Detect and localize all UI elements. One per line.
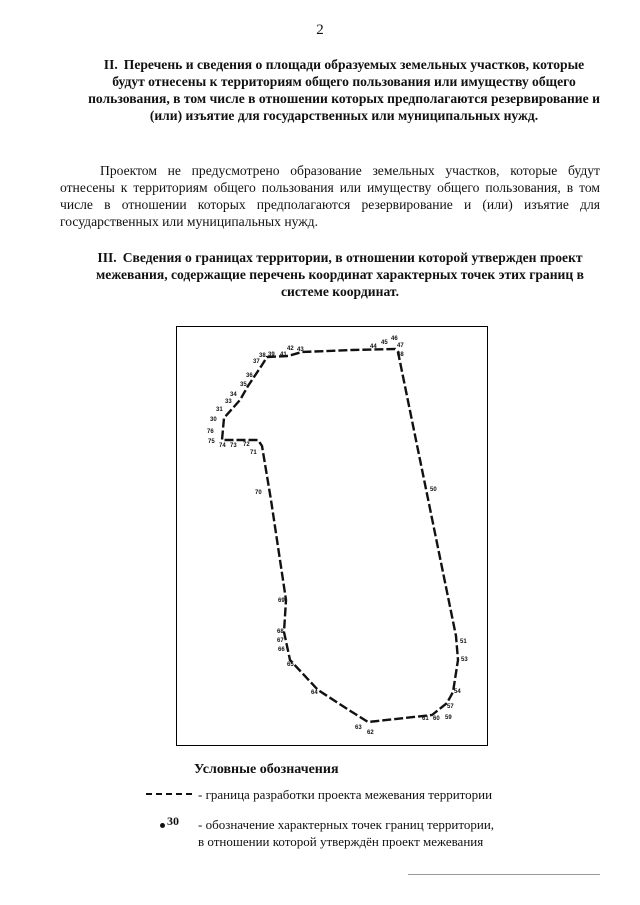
point-label-50: 50 [430, 487, 437, 493]
point-label-62: 62 [367, 730, 374, 736]
point-label-48: 48 [397, 352, 404, 358]
point-label-33: 33 [225, 399, 232, 405]
point-label-69: 69 [278, 598, 285, 604]
point-label-72: 72 [243, 442, 250, 448]
point-label-45: 45 [381, 340, 388, 346]
point-label-42: 42 [287, 346, 294, 352]
page-number: 2 [316, 22, 324, 38]
legend-boundary-symbol [146, 793, 192, 795]
point-label-34: 34 [230, 392, 237, 398]
point-label-37: 37 [253, 359, 260, 365]
point-label-46: 46 [391, 336, 398, 342]
point-label-63: 63 [355, 725, 362, 731]
point-label-61: 61 [422, 716, 429, 722]
point-label-54: 54 [454, 689, 461, 695]
point-label-36: 36 [246, 373, 253, 379]
legend-point-text-line2: в отношении которой утверждён проект межевания [198, 834, 484, 849]
section-2-paragraph: Проектом не предусмотрено образование земельных участков, которые будут отнесены к территориям общего пользования или имуществу общего пользования, в том числе в отношении которых предполагаются резервирование и (или) изъятие для государственных или муниципальных нужд. [60, 163, 600, 229]
legend-point-symbol [160, 823, 165, 828]
point-label-30: 30 [210, 417, 217, 423]
point-label-65: 65 [287, 662, 294, 668]
point-labels [207, 336, 468, 736]
point-label-41: 41 [280, 352, 287, 358]
point-label-60: 60 [433, 716, 440, 722]
point-label-66: 66 [278, 647, 285, 653]
section-2-heading-text: Перечень и сведения о площади образуемых земельных участков, которые будут отнесены к территориям общего пользования или имуществу общего пользования, в том числе в отношении которых предполагаются резервирование и (или) изъятие для государственных или муниципальных нужд. [88, 57, 600, 123]
legend-title: Условные обозначения [194, 762, 339, 777]
point-label-57: 57 [447, 704, 454, 710]
legend-point-label: 30 [167, 814, 179, 828]
point-label-47: 47 [397, 343, 404, 349]
point-label-70: 70 [255, 490, 262, 496]
point-label-43: 43 [297, 347, 304, 353]
legend-point-text-line1: - обозначение характерных точек границ территории, [198, 817, 495, 832]
point-label-59: 59 [445, 715, 452, 721]
point-label-76: 76 [207, 429, 214, 435]
section-3-heading-text: Сведения о границах территории, в отношении которой утвержден проект межевания, содержащие перечень координат характерных точек этих границ в системе координат. [96, 250, 584, 299]
point-label-68: 68 [277, 629, 284, 635]
point-label-75: 75 [208, 439, 215, 445]
section-3-number: III. [97, 250, 117, 265]
point-label-53: 53 [461, 657, 468, 663]
point-label-67: 67 [277, 638, 284, 644]
point-label-38: 38 [259, 353, 266, 359]
point-label-74: 74 [219, 443, 226, 449]
boundary-line [222, 349, 458, 722]
point-label-39: 39 [268, 352, 275, 358]
point-label-51: 51 [460, 639, 467, 645]
point-label-44: 44 [370, 344, 377, 350]
legend-point-text [198, 816, 494, 850]
point-label-64: 64 [311, 690, 318, 696]
legend-boundary-text: - граница разработки проекта межевания территории [198, 787, 493, 802]
point-label-31: 31 [216, 407, 223, 413]
point-label-35: 35 [240, 382, 247, 388]
scan-artifact-line [408, 874, 600, 875]
point-label-71: 71 [250, 450, 257, 456]
section-2-number: II. [103, 57, 118, 72]
point-label-73: 73 [230, 443, 237, 449]
